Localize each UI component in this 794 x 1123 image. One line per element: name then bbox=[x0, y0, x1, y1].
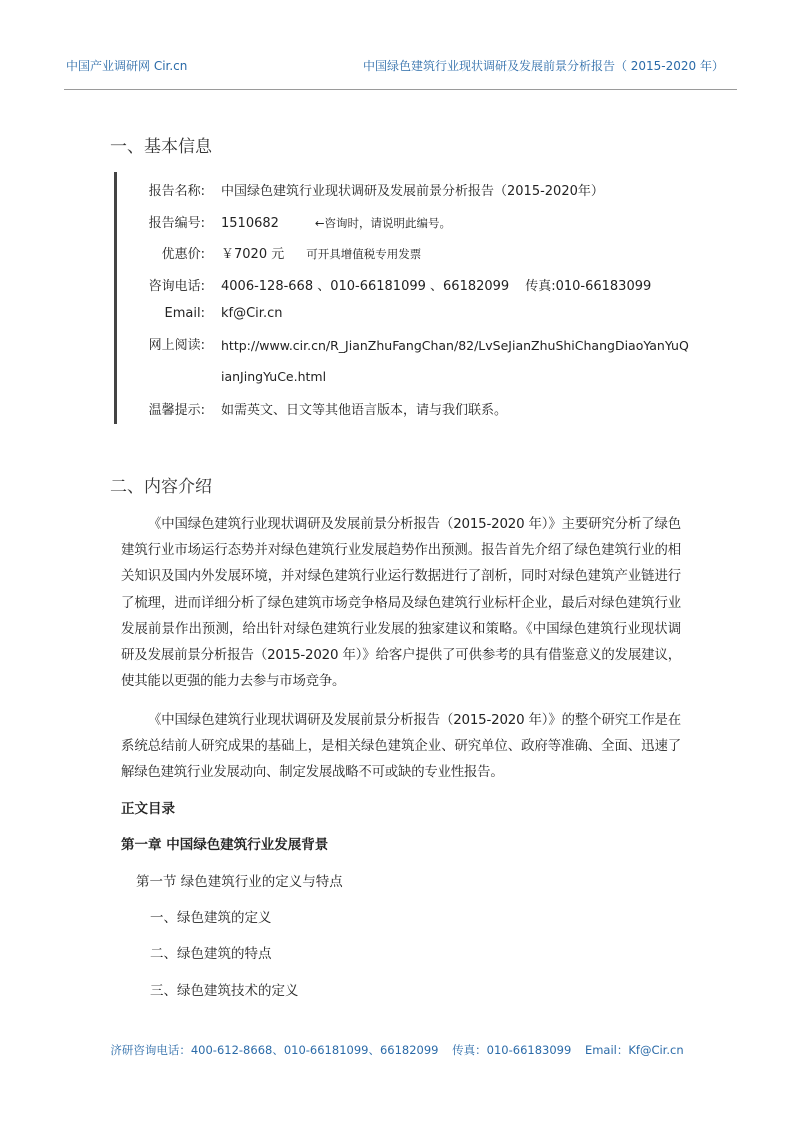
toc-item-2: 二、绿色建筑的特点 bbox=[150, 946, 272, 962]
fax-value: 010-66183099 bbox=[555, 279, 652, 294]
toc-heading: 正文目录 bbox=[121, 801, 175, 817]
report-name-label: 报告名称: bbox=[148, 184, 205, 199]
footer-fax: 传真：010-66183099 bbox=[452, 1043, 572, 1057]
phone-value: 4006-128-668 、010-66181099 、66182099 bbox=[221, 279, 510, 294]
info-row-price bbox=[135, 243, 421, 262]
price-note: 可开具增值税专用发票 bbox=[306, 247, 422, 261]
report-no-value: 1510682 bbox=[221, 216, 279, 231]
report-name-value: 中国绿色建筑行业现状调研及发展前景分析报告（2015-2020年） bbox=[221, 184, 604, 199]
toc-item-1: 一、绿色建筑的定义 bbox=[150, 910, 272, 926]
info-row-email bbox=[135, 306, 282, 321]
phone-label: 咨询电话: bbox=[148, 279, 205, 294]
info-row-tip bbox=[135, 399, 507, 418]
price-value: ￥7020 元 bbox=[221, 247, 285, 262]
header-site-name: 中国产业调研网 Cir.cn bbox=[66, 59, 188, 73]
header-divider bbox=[64, 89, 737, 90]
info-row-url bbox=[135, 330, 691, 392]
url-link[interactable]: http://www.cir.cn/R_JianZhuFangChan/82/LvSeJianZhuShiChangDiaoYanYuQianJingYuCe.html bbox=[221, 338, 689, 384]
info-row-report-no bbox=[135, 212, 451, 231]
basic-info-box bbox=[114, 172, 697, 424]
email-link[interactable]: kf@Cir.cn bbox=[221, 306, 283, 321]
header-report-title: 中国绿色建筑行业现状调研及发展前景分析报告（ 2015-2020 年） bbox=[362, 59, 724, 73]
section-content-title: 二、内容介绍 bbox=[110, 477, 212, 497]
info-row-report-name bbox=[135, 180, 604, 199]
footer-phone: 济研咨询电话：400-612-8668、010-66181099、66182099 bbox=[110, 1043, 439, 1057]
price-label: 优惠价: bbox=[161, 247, 205, 262]
tip-value: 如需英文、日文等其他语言版本，请与我们联系。 bbox=[221, 403, 508, 418]
intro-paragraph-2: 《中国绿色建筑行业现状调研及发展前景分析报告（2015-2020 年）》的整个研究工作是在系统总结前人研究成果的基础上，是相关绿色建筑企业、研究单位、政府等准确、全面、迅速了解绿色建筑行业发展动向、制定发展战略不可或缺的专业性报告。 bbox=[121, 713, 681, 781]
email-label: Email: bbox=[164, 306, 205, 321]
footer-email: Email：Kf@Cir.cn bbox=[584, 1043, 684, 1057]
toc-chapter-1: 第一章 中国绿色建筑行业发展背景 bbox=[121, 837, 329, 853]
toc-item-3: 三、绿色建筑技术的定义 bbox=[150, 983, 299, 999]
toc-section-1: 第一节 绿色建筑行业的定义与特点 bbox=[136, 874, 343, 890]
report-no-note: ←咨询时，请说明此编号。 bbox=[314, 216, 452, 230]
report-no-label: 报告编号: bbox=[148, 216, 205, 231]
url-label: 网上阅读: bbox=[148, 338, 205, 353]
page-footer bbox=[0, 1042, 794, 1058]
tip-label: 温馨提示: bbox=[148, 403, 205, 418]
intro-paragraph-1: 《中国绿色建筑行业现状调研及发展前景分析报告（2015-2020 年）》主要研究分析了绿色建筑行业市场运行态势并对绿色建筑行业发展趋势作出预测。报告首先介绍了绿色建筑行业的相关知识及国内外发展环境，并对绿色建筑行业运行数据进行了剖析，同时对绿色建筑产业链进行了梳理，进而详细分析了绿色建筑市场竞争格局及绿色建筑行业标杆企业，最后对绿色建筑行业发展前景作出预测，给出针对绿色建筑行业发展的独家建议和策略。《中国绿色建筑行业现状调研及发展前景分析报告（2015-2020 年）》给客户提供了可供参考的具有借鉴意义的发展建议，使其能以更强的能力去参与市场竞争。 bbox=[121, 517, 681, 690]
fax-label: 传真: bbox=[525, 279, 556, 294]
section-basic-info-title: 一、基本信息 bbox=[110, 137, 212, 157]
info-row-phone bbox=[135, 275, 651, 294]
